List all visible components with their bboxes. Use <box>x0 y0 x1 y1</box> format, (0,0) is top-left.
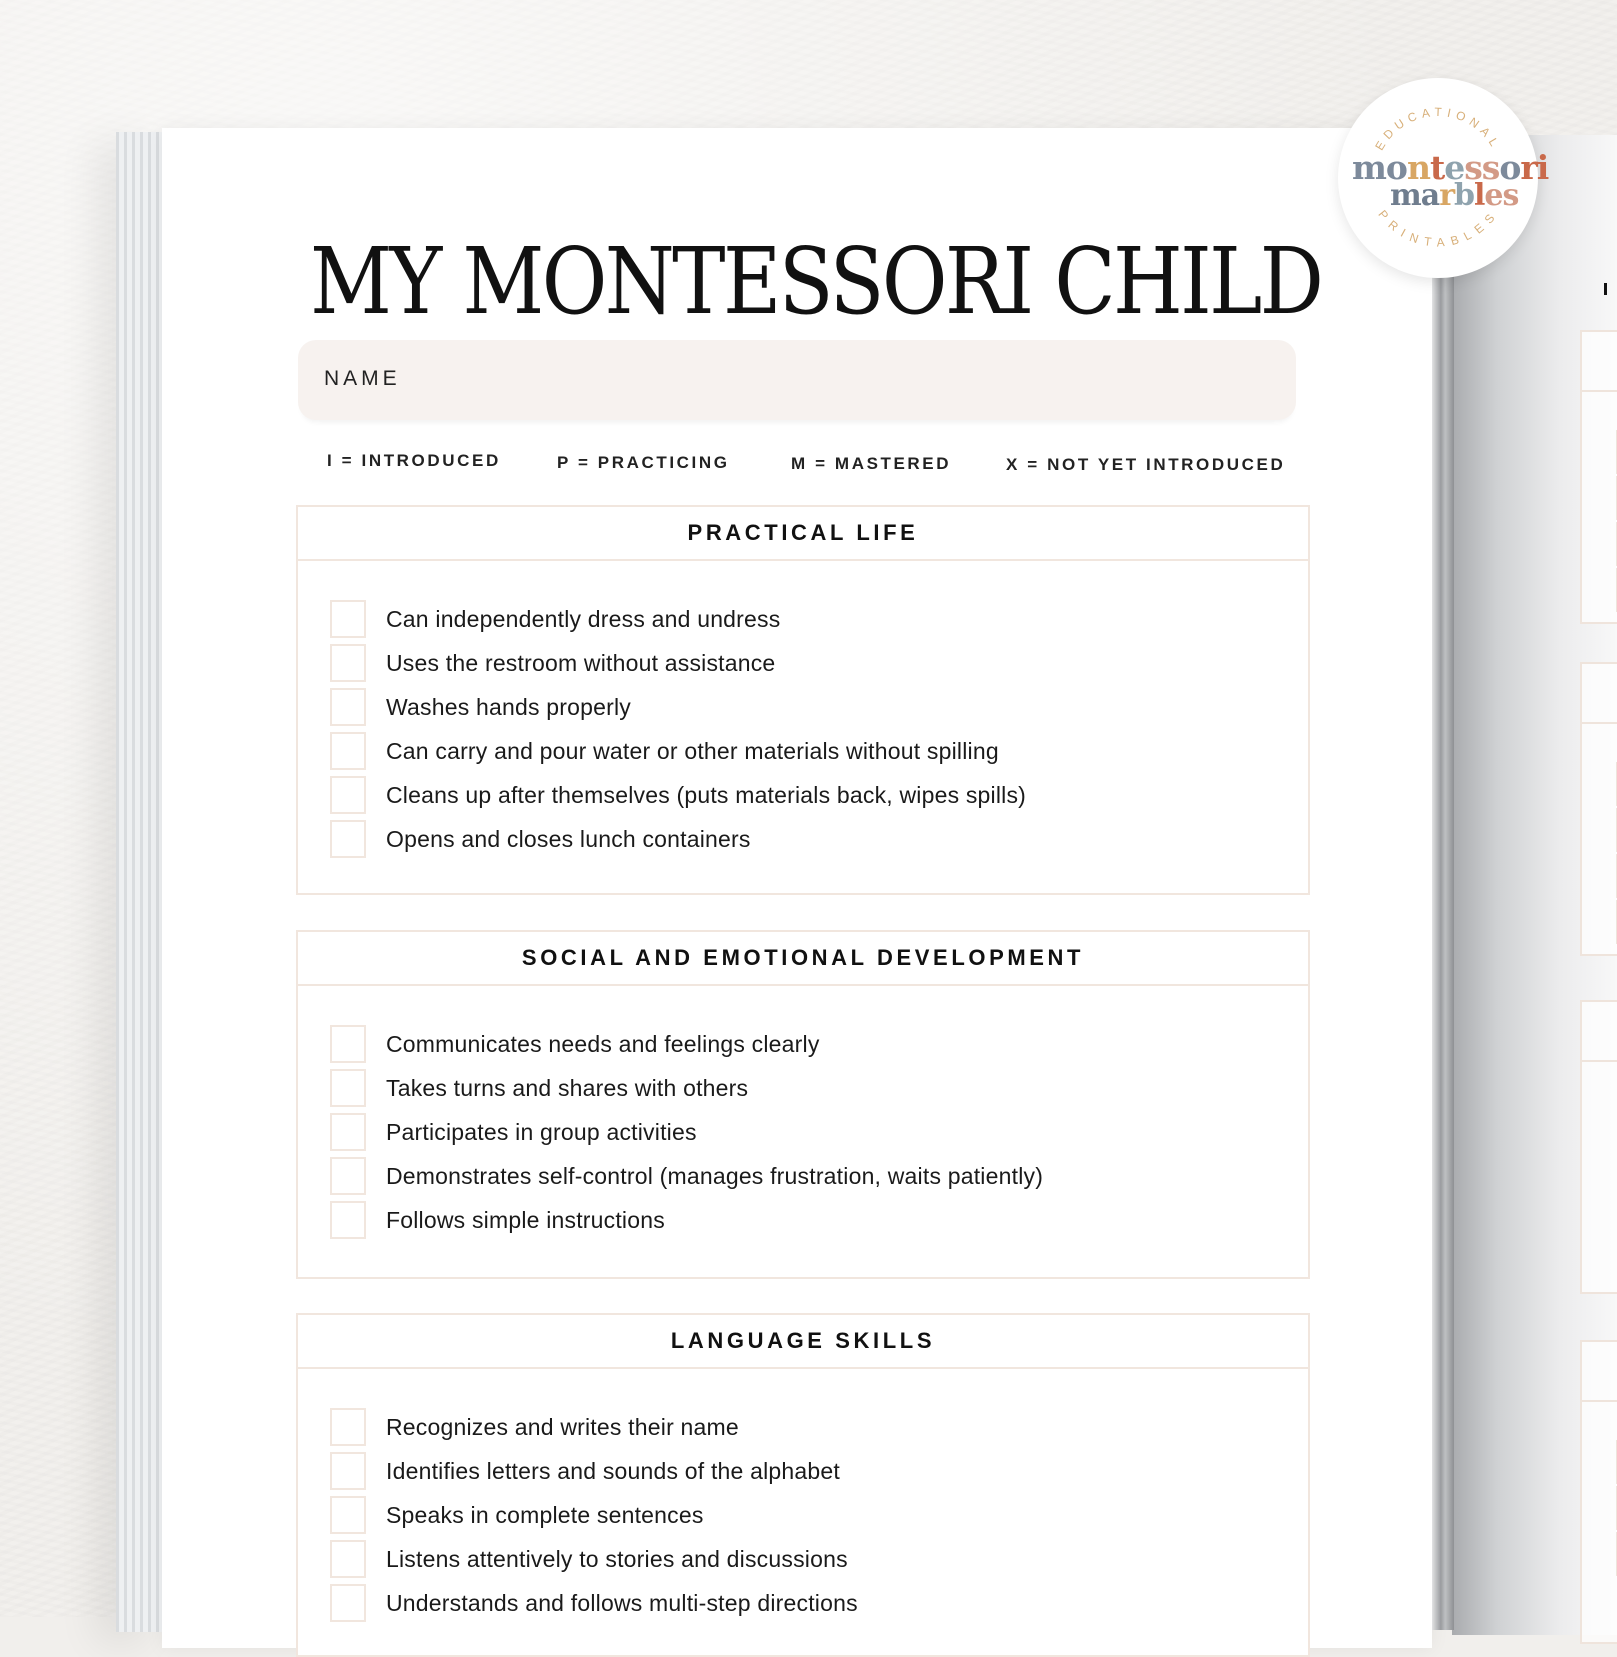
checkbox[interactable] <box>330 1069 366 1107</box>
checklist-item <box>330 597 1308 641</box>
svg-text:EDUCATIONAL: EDUCATIONAL <box>1372 104 1504 153</box>
legend-introduced: I = INTRODUCED <box>327 451 501 470</box>
item-label: Takes turns and shares with others <box>386 1074 749 1101</box>
book-page-edges <box>116 132 164 1632</box>
checklist-item <box>330 817 1308 861</box>
item-label: Speaks in complete sentences <box>386 1501 704 1528</box>
item-label: Can carry and pour water or other materials without spilling <box>386 737 999 764</box>
checklist-item <box>330 1066 1308 1110</box>
item-label: Demonstrates self-control (manages frustration, waits patiently) <box>386 1162 1044 1189</box>
name-label: NAME <box>324 367 401 390</box>
right-page-section-3 <box>1580 1000 1617 1294</box>
item-label: Recognizes and writes their name <box>386 1413 739 1440</box>
item-label: Cleans up after themselves (puts materials back, wipes spills) <box>386 781 1027 808</box>
checkbox[interactable] <box>330 1496 366 1534</box>
item-label: Follows simple instructions <box>386 1206 665 1233</box>
checklist-item <box>330 1493 1308 1537</box>
checklist-item <box>330 729 1308 773</box>
logo-wordmark-line1: montessori <box>1352 148 1549 187</box>
checkbox[interactable] <box>330 1408 366 1446</box>
item-label: Communicates needs and feelings clearly <box>386 1030 820 1057</box>
checklist-item <box>330 1581 1308 1625</box>
checkbox[interactable] <box>330 1157 366 1195</box>
checklist-item <box>330 1110 1308 1154</box>
section-title: SOCIAL AND EMOTIONAL DEVELOPMENT <box>298 932 1308 986</box>
checkbox[interactable] <box>330 600 366 638</box>
checkbox[interactable] <box>330 688 366 726</box>
checklist-item <box>330 685 1308 729</box>
name-field[interactable] <box>298 340 1296 420</box>
checkbox[interactable] <box>330 1201 366 1239</box>
checklist-item <box>330 1198 1308 1242</box>
checkbox[interactable] <box>330 820 366 858</box>
legend-not-yet-introduced: X = NOT YET INTRODUCED <box>1006 455 1286 474</box>
checkbox[interactable] <box>330 776 366 814</box>
checkbox[interactable] <box>330 1113 366 1151</box>
item-label: Uses the restroom without assistance <box>386 649 776 676</box>
right-page-legend-fragment <box>1604 283 1607 295</box>
item-label: Washes hands properly <box>386 693 631 720</box>
checklist-item <box>330 1537 1308 1581</box>
checkbox[interactable] <box>330 1584 366 1622</box>
book-spine <box>1432 270 1454 1630</box>
checklist-item <box>330 773 1308 817</box>
section-title: LANGUAGE SKILLS <box>298 1315 1308 1369</box>
checkbox[interactable] <box>330 1540 366 1578</box>
legend-practicing: P = PRACTICING <box>557 453 730 472</box>
item-label: Understands and follows multi-step directions <box>386 1589 858 1616</box>
checkbox[interactable] <box>330 732 366 770</box>
checklist-item <box>330 1405 1308 1449</box>
item-label: Listens attentively to stories and discussions <box>386 1545 848 1572</box>
brand-logo-badge <box>1338 78 1549 278</box>
legend-mastered: M = MASTERED <box>791 454 952 473</box>
checklist-item <box>330 1449 1308 1493</box>
item-label: Identifies letters and sounds of the alphabet <box>386 1457 840 1484</box>
item-label: Opens and closes lunch containers <box>386 825 751 852</box>
logo-wordmark-line2: marbles <box>1390 178 1519 213</box>
checklist-item <box>330 1022 1308 1066</box>
checkbox[interactable] <box>330 644 366 682</box>
svg-text:PRINTABLES: PRINTABLES <box>1375 207 1501 250</box>
right-page-section-4 <box>1580 1340 1617 1644</box>
checklist-item <box>330 1154 1308 1198</box>
item-label: Participates in group activities <box>386 1118 697 1145</box>
item-label: Can independently dress and undress <box>386 605 781 632</box>
section-practical-life <box>296 505 1310 895</box>
right-page-section-2 <box>1580 662 1617 956</box>
right-page-section-1 <box>1580 330 1617 624</box>
section-social-emotional <box>296 930 1310 1279</box>
checkbox[interactable] <box>330 1025 366 1063</box>
checklist-item <box>330 641 1308 685</box>
section-title: PRACTICAL LIFE <box>298 507 1308 561</box>
page-title: MY MONTESSORI CHILD <box>310 228 1322 335</box>
section-language-skills <box>296 1313 1310 1657</box>
checkbox[interactable] <box>330 1452 366 1490</box>
